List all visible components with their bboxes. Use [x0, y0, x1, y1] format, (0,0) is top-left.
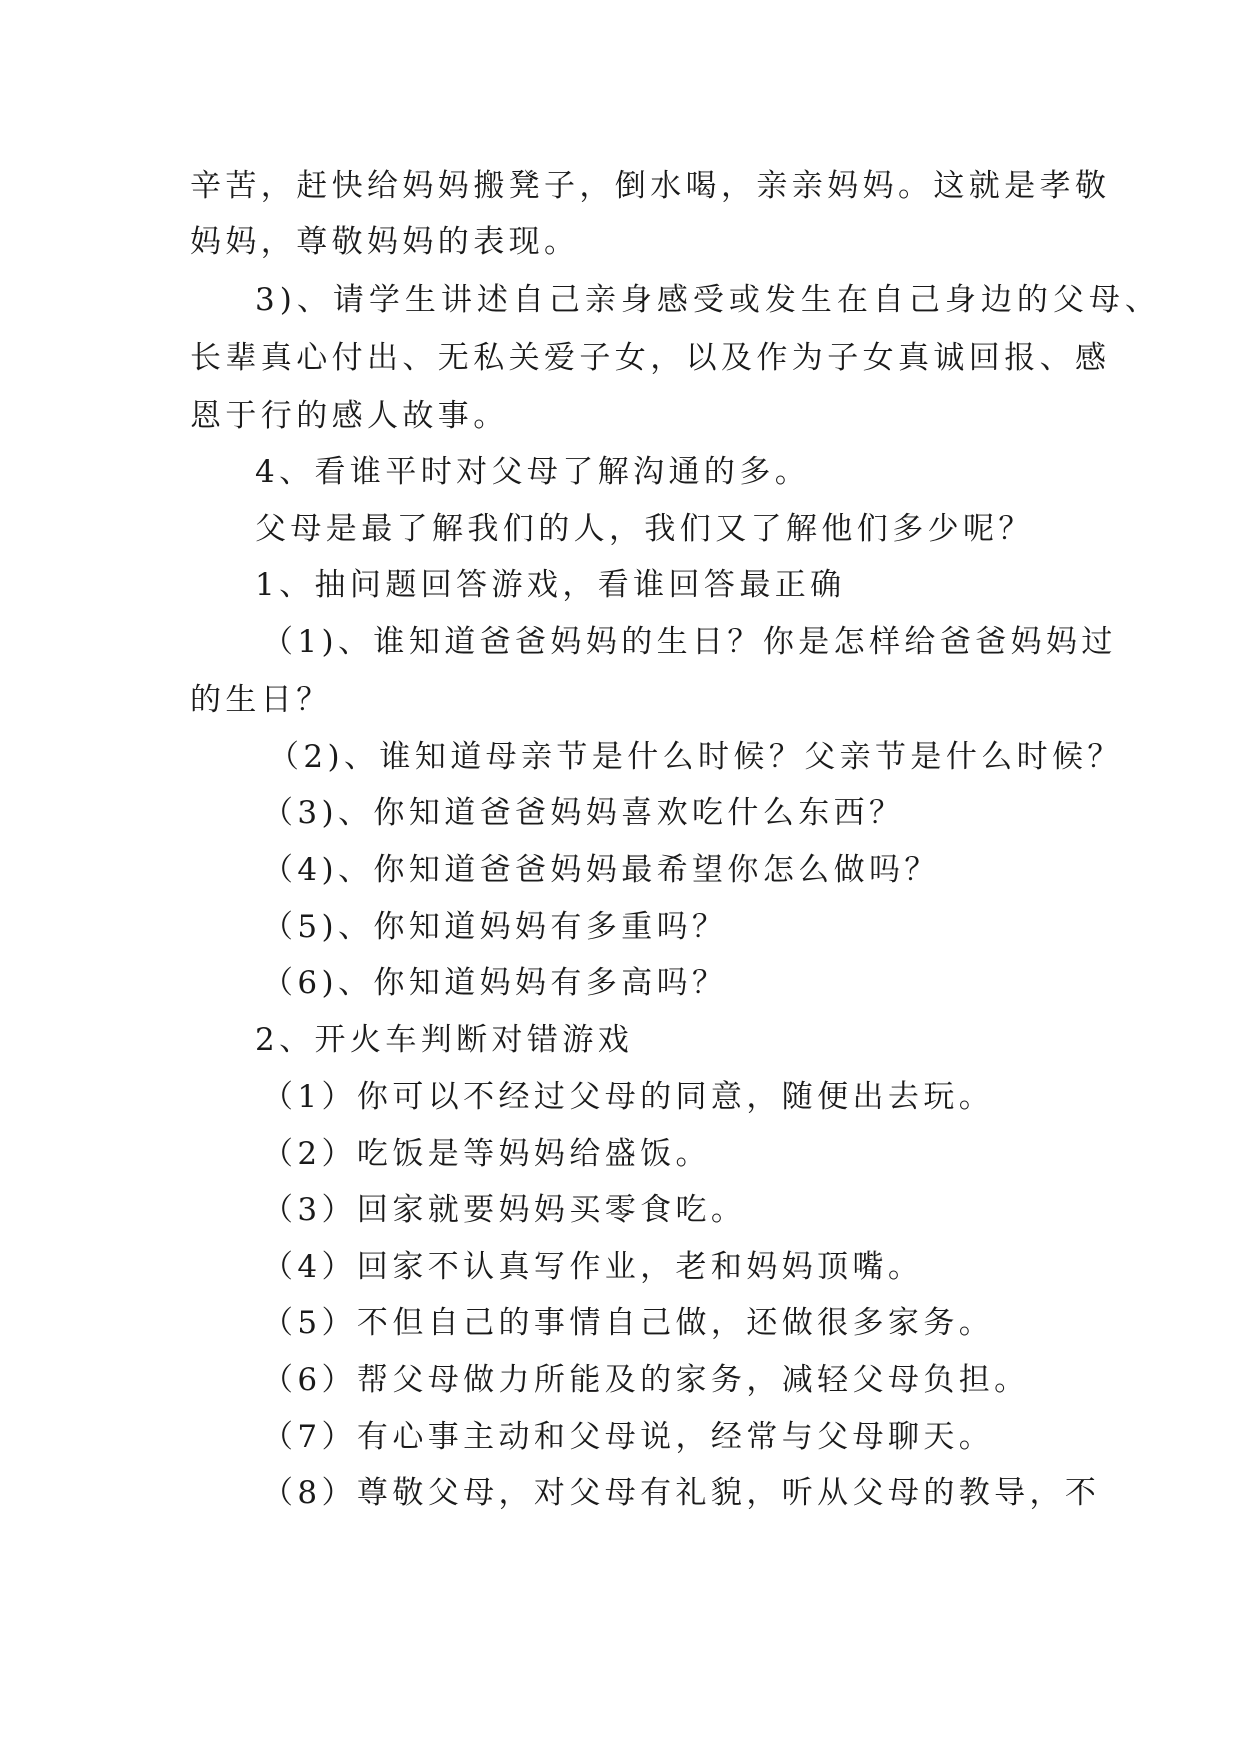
- text-line: 妈妈，尊敬妈妈的表现。: [190, 224, 580, 260]
- text-line: （4）回家不认真写作业，老和妈妈顶嘴。: [262, 1249, 924, 1285]
- text-line: （3）回家就要妈妈买零食吃。: [262, 1192, 747, 1228]
- text-line: （6)、你知道妈妈有多高吗？: [262, 965, 728, 1001]
- text-line: 的生日？: [190, 682, 332, 718]
- text-line: （5）不但自己的事情自己做，还做很多家务。: [262, 1305, 995, 1341]
- text-line: （4)、你知道爸爸妈妈最希望你怎么做吗？: [262, 852, 940, 888]
- text-line: 2、开火车判断对错游戏: [255, 1022, 634, 1058]
- text-line: （5)、你知道妈妈有多重吗？: [262, 909, 728, 945]
- text-line: （2）吃饭是等妈妈给盛饭。: [262, 1136, 711, 1172]
- text-line: 父母是最了解我们的人，我们又了解他们多少呢？: [255, 511, 1034, 547]
- text-line: 长辈真心付出、无私关爱子女，以及作为子女真诚回报、感: [190, 340, 1111, 376]
- text-line: 恩于行的感人故事。: [190, 398, 509, 434]
- text-line: （1)、谁知道爸爸妈妈的生日？你是怎样给爸爸妈妈过: [262, 624, 1117, 660]
- text-line: 3)、请学生讲述自己亲身感受或发生在自己身边的父母、: [255, 282, 1161, 318]
- text-line: （3)、你知道爸爸妈妈喜欢吃什么东西？: [262, 795, 905, 831]
- text-line: （2)、谁知道母亲节是什么时候？父亲节是什么时候？: [268, 739, 1123, 775]
- text-line: 辛苦，赶快给妈妈搬凳子，倒水喝，亲亲妈妈。这就是孝敬: [190, 168, 1111, 204]
- text-line: （7）有心事主动和父母说，经常与父母聊天。: [262, 1419, 995, 1455]
- text-line: （8）尊敬父母，对父母有礼貌，听从父母的教导，不: [262, 1475, 1101, 1511]
- text-line: （1）你可以不经过父母的同意，随便出去玩。: [262, 1079, 995, 1115]
- text-line: 4、看谁平时对父母了解沟通的多。: [255, 454, 811, 490]
- text-line: （6）帮父母做力所能及的家务，减轻父母负担。: [262, 1362, 1030, 1398]
- text-line: 1、抽问题回答游戏，看谁回答最正确: [255, 567, 846, 603]
